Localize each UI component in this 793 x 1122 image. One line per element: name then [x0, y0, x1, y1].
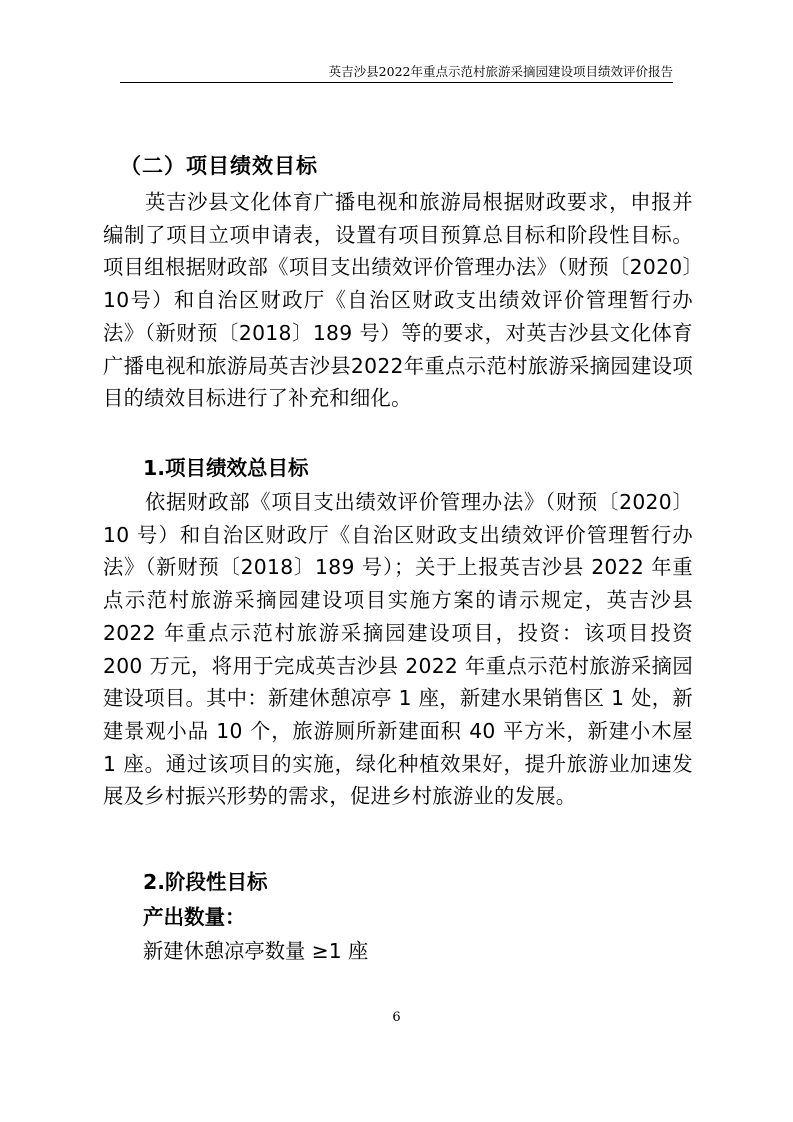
running-header: 英吉沙县2022年重点示范村旅游采摘园建设项目绩效评价报告	[328, 64, 673, 79]
output-quantity-heading: 产出数量：	[143, 905, 246, 929]
section-heading: （二）项目绩效目标	[120, 154, 318, 178]
intro-paragraph: 英吉沙县文化体育广播电视和旅游局根据财政要求，申报并编制了项目立项申请表，设置有项目预算总目标和阶段性目标。项目组根据财政部《项目支出绩效评价管理办法》（财预〔2020〕10号）和自治区财政厅《自治区财政支出绩效评价管理暂行办法》（新财预〔2018〕189 号）等的要求，对英吉沙县文化体育广播电视和旅游局英吉沙县2022年重点示范村旅游采摘园建设项目的绩效目标进行了补充和细化。	[103, 190, 693, 411]
header-rule	[120, 82, 673, 83]
page-number: 6	[392, 1010, 401, 1025]
overall-goal-paragraph: 依据财政部《项目支出绩效评价管理办法》（财预〔2020〕10 号）和自治区财政厅《自治区财政支出绩效评价管理暂行办法》（新财预〔2018〕189 号）；关于上报英吉沙县 2022 年重点示范村旅游采摘园建设项目实施方案的请示规定，英吉沙县 2022 年重点示范村旅游采摘园建设项目，投资：该项目投资 200 万元，将用于完成英吉沙县 2022 年重点示范村旅游采摘园建设项目。其中：新建休憩凉亭 1 座，新建水果销售区 1 处，新建景观小品 10 个，旅游厕所新建面积 40 平方米，新建小木屋 1 座。通过该项目的实施，绿化种植效果好，提升旅游业加速发展及乡村振兴形势的需求，促进乡村旅游业的发展。	[103, 490, 693, 809]
output-item: 新建休憩凉亭数量 ≥1 座	[143, 939, 369, 963]
subsection-heading-overall-goal: 1.项目绩效总目标	[143, 456, 309, 480]
subsection-heading-stage-goal: 2.阶段性目标	[143, 870, 268, 894]
